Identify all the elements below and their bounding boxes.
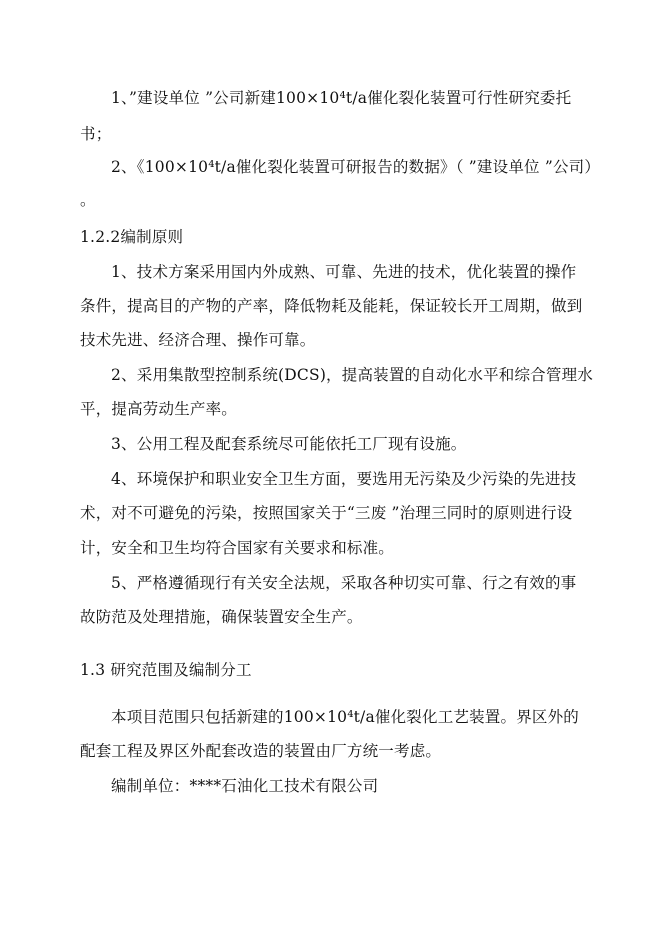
reference-item-1-line-2: 书； [80,125,112,143]
reference-item-1-line-1: 1、”建设单位 ”公司新建100×10⁴t/a催化裂化装置可行性研究委托 [111,89,572,107]
principle-1-line-1: 1、技术方案采用国内外成熟、可靠、先进的技术，优化装置的操作 [111,263,577,281]
principle-2-line-2: 平，提高劳动生产率。 [80,400,238,418]
section-heading-1-3: 1.3 研究范围及编制分工 [80,661,252,679]
scope-paragraph-line-2: 配套工程及界区外配套改造的装置由厂方统一考虑。 [80,742,442,760]
principle-2-line-1: 2、采用集散型控制系统(DCS)，提高装置的自动化水平和综合管理水 [111,366,593,384]
principle-5-line-1: 5、严格遵循现行有关安全法规，采取各种切实可靠、行之有效的事 [111,574,577,592]
principle-3-line-1: 3、公用工程及配套系统尽可能依托工厂现有设施。 [111,435,467,453]
principle-1-line-3: 技术先进、经济合理、操作可靠。 [80,331,316,349]
principle-4-line-2: 术，对不可避免的污染，按照国家关于“三废 ”治理三同时的原则进行设 [80,504,573,522]
principle-4-line-1: 4、环境保护和职业安全卫生方面，要选用无污染及少污染的先进技 [111,470,577,488]
principle-5-line-2: 故防范及处理措施，确保装置安全生产。 [80,608,363,626]
principle-4-line-3: 计，安全和卫生均符合国家有关要求和标准。 [80,539,395,557]
section-heading-1-2-2: 1.2.2编制原则 [80,228,184,246]
scope-paragraph-line-1: 本项目范围只包括新建的100×10⁴t/a催化裂化工艺装置。界区外的 [111,708,580,726]
reference-item-2-line-1: 2、《100×10⁴t/a催化裂化装置可研报告的数据》（ ”建设单位 ”公司） [111,158,601,176]
reference-item-2-line-2: 。 [80,191,96,209]
principle-1-line-2: 条件，提高目的产物的产率，降低物耗及能耗，保证较长开工周期，做到 [80,297,583,315]
compiling-unit: 编制单位：****石油化工技术有限公司 [111,777,379,795]
